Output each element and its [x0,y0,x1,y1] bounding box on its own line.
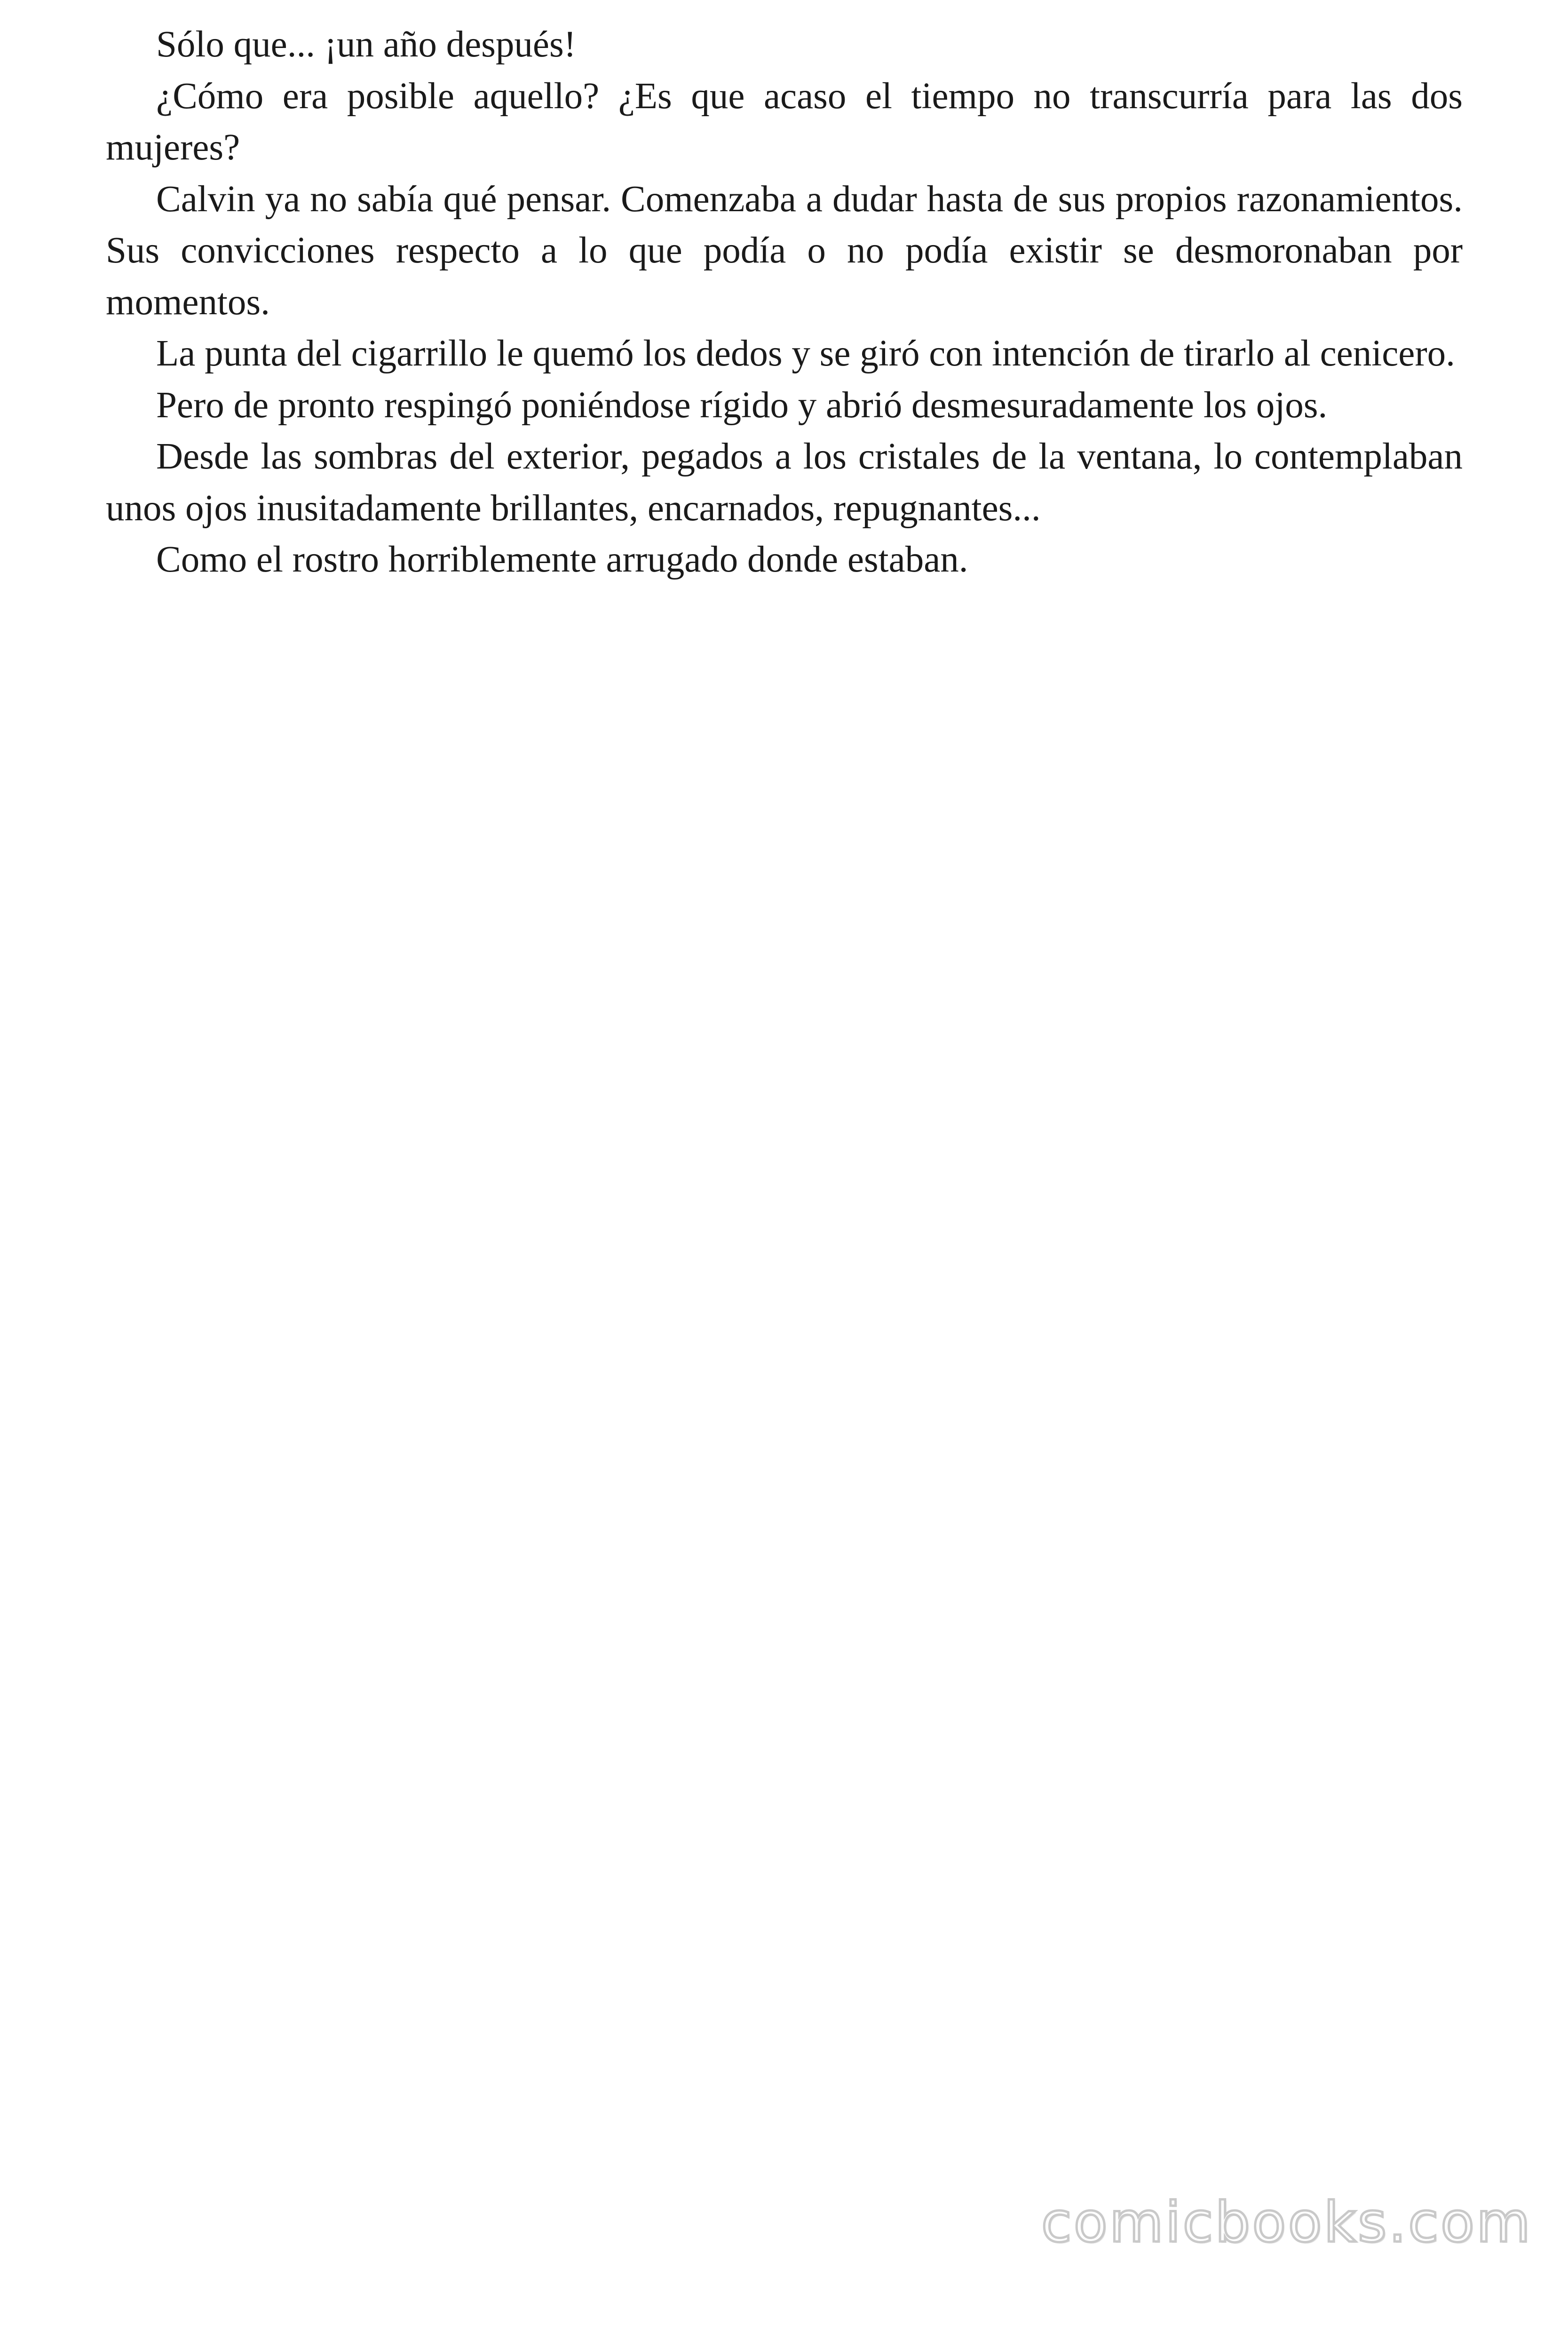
paragraph: Calvin ya no sabía qué pensar. Comenzaba a dudar hasta de sus propios razonamientos. Sus convicciones respecto a lo que podía o no podía existir se desmoronaban por momentos. [106,178,1463,323]
paragraph: Pero de pronto respingó poniéndose rígido y abrió desmesuradamente los ojos. [156,384,1328,426]
paragraph: Como el rostro horriblemente arrugado donde estaban. [156,539,968,580]
paragraph: Desde las sombras del exterior, pegados a los cristales de la ventana, lo contemplaban unos ojos inusitadamente brillantes, encarnados, repugnantes... [106,436,1463,529]
paragraph: ¿Cómo era posible aquello? ¿Es que acaso el tiempo no transcurría para las dos mujeres? [106,75,1463,168]
body-text [106,19,1463,586]
paragraph: La punta del cigarrillo le quemó los dedos y se giró con intención de tirarlo al cenicero. [156,333,1455,374]
watermark: comicbooks.com [1041,2190,1532,2255]
paragraph: Sólo que... ¡un año después! [156,24,576,65]
